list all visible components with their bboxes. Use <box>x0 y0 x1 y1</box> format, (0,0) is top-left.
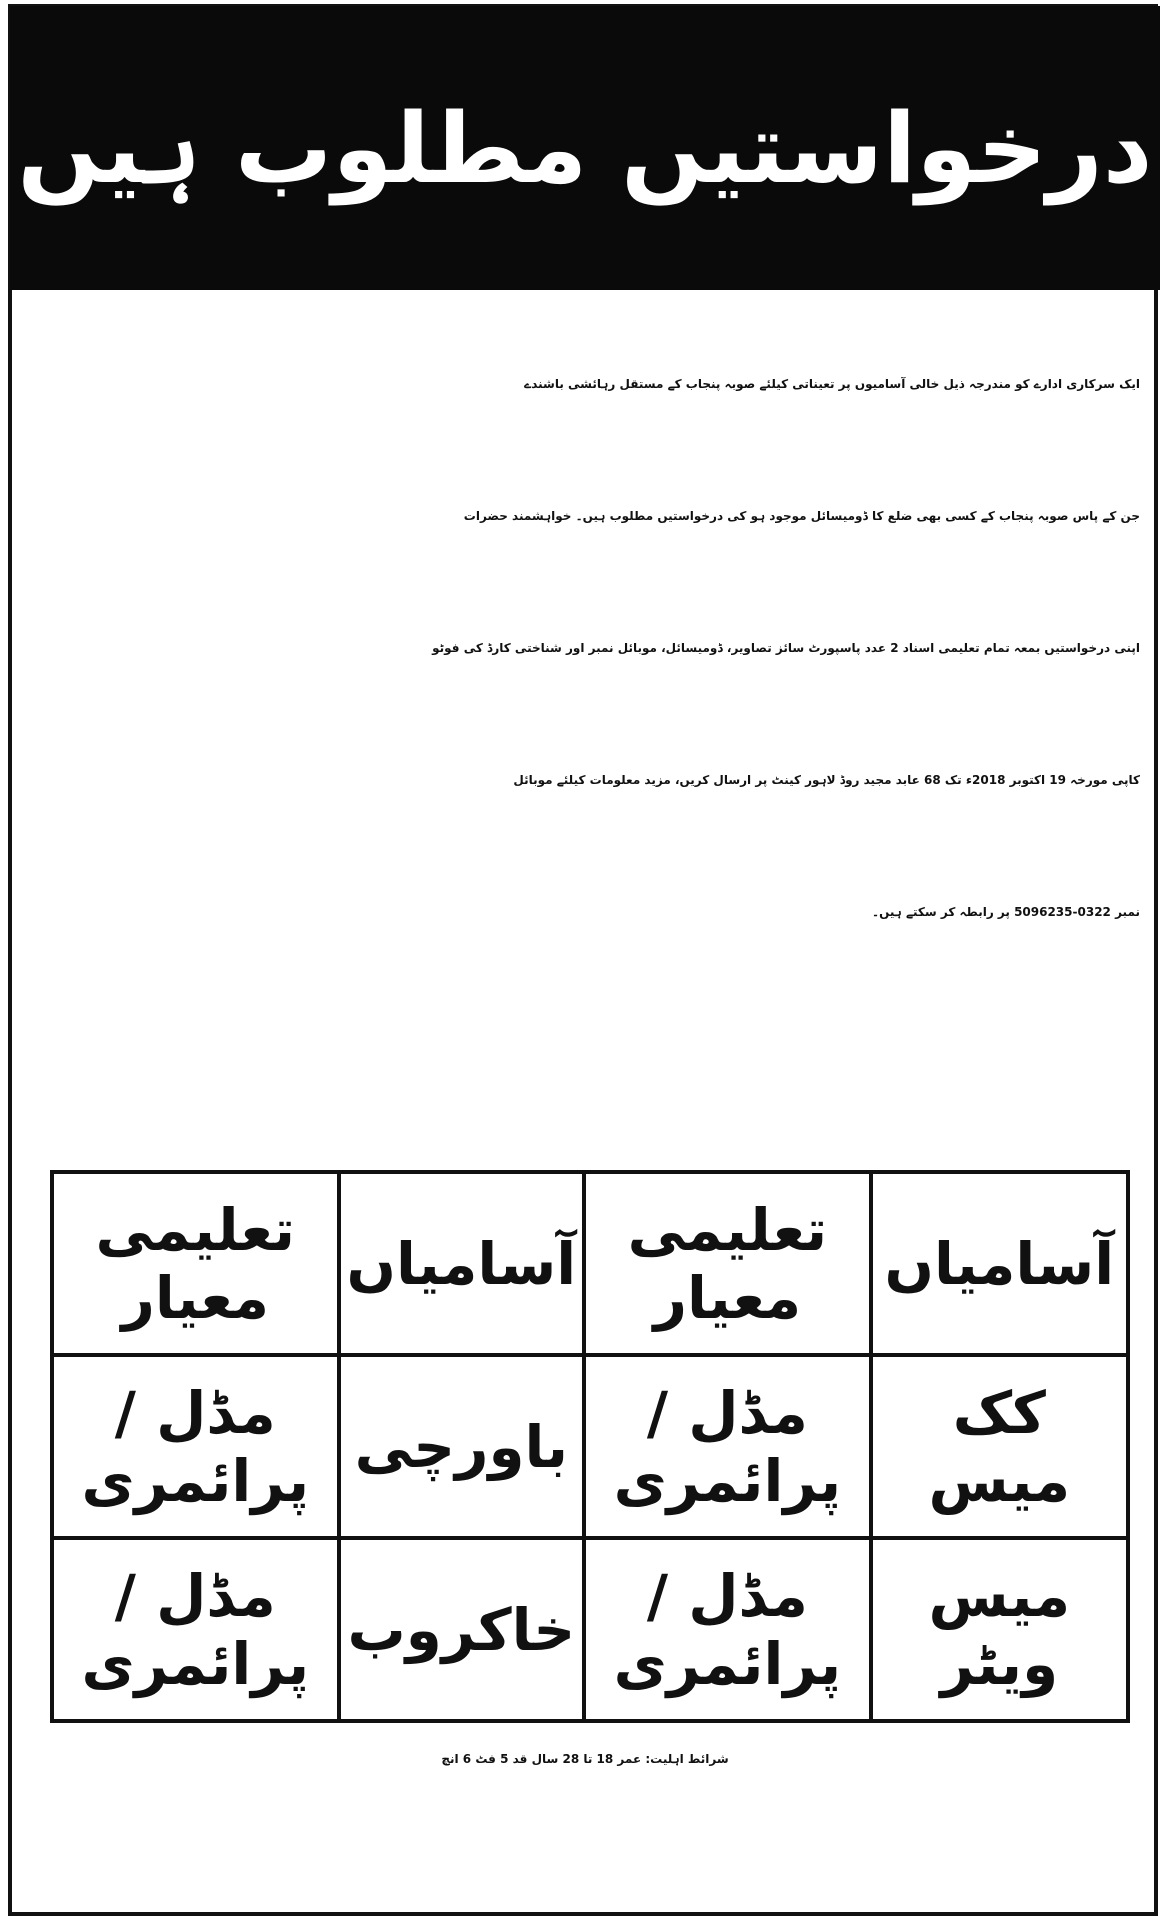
eligibility-criteria: شرائط اہلیت: عمر 18 تا 28 سال قد 5 فٹ 6 انچ <box>441 1752 729 1766</box>
announcement-line: جن کے پاس صوبہ پنجاب کے کسی بھی ضلع کا ڈومیسائل موجود ہو کی درخواستیں مطلوب ہیں۔ خواہشمند حضرات <box>463 509 1140 523</box>
table-cell: کک میس <box>871 1355 1128 1538</box>
header-cell-education: تعلیمی معیار <box>52 1172 339 1355</box>
table-cell: مڈل / پرائمری <box>52 1355 339 1538</box>
header-cell-education: تعلیمی معیار <box>584 1172 871 1355</box>
page-title: درخواستیں مطلوب ہیں <box>17 91 1153 205</box>
table-cell: مڈل / پرائمری <box>584 1355 871 1538</box>
table-cell: خاکروب <box>339 1538 585 1721</box>
vacancies-table <box>50 1170 1130 1723</box>
table-header-row <box>52 1172 1128 1355</box>
table-cell: میس ویٹر <box>871 1538 1128 1721</box>
heading-banner <box>10 6 1160 290</box>
announcement-line: ایک سرکاری ادارے کو مندرجہ ذیل خالی آسامیوں پر تعیناتی کیلئے صوبہ پنجاب کے مستقل رہائشی باشندے <box>524 377 1140 391</box>
table-cell: مڈل / پرائمری <box>52 1538 339 1721</box>
table-row <box>52 1538 1128 1721</box>
header-cell-posts: آسامیاں <box>339 1172 585 1355</box>
announcement-line: نمبر 0322-5096235 پر رابطہ کر سکتے ہیں۔ <box>872 905 1140 919</box>
table-cell: باورچی <box>339 1355 585 1538</box>
announcement-line: کاپی مورخہ 19 اکتوبر 2018ء تک 68 عابد مجید روڈ لاہور کینٹ پر ارسال کریں، مزید معلومات کیلئے موبائل <box>513 773 1140 787</box>
announcement-line: اپنی درخواستیں بمعہ تمام تعلیمی اسناد 2 عدد پاسپورٹ سائز تصاویر، ڈومیسائل، موبائل نمبر اور شناختی کارڈ کی فوٹو <box>432 641 1140 655</box>
announcement-text <box>30 318 1140 978</box>
table-row <box>52 1355 1128 1538</box>
table-cell: مڈل / پرائمری <box>584 1538 871 1721</box>
header-cell-posts: آسامیاں <box>871 1172 1128 1355</box>
